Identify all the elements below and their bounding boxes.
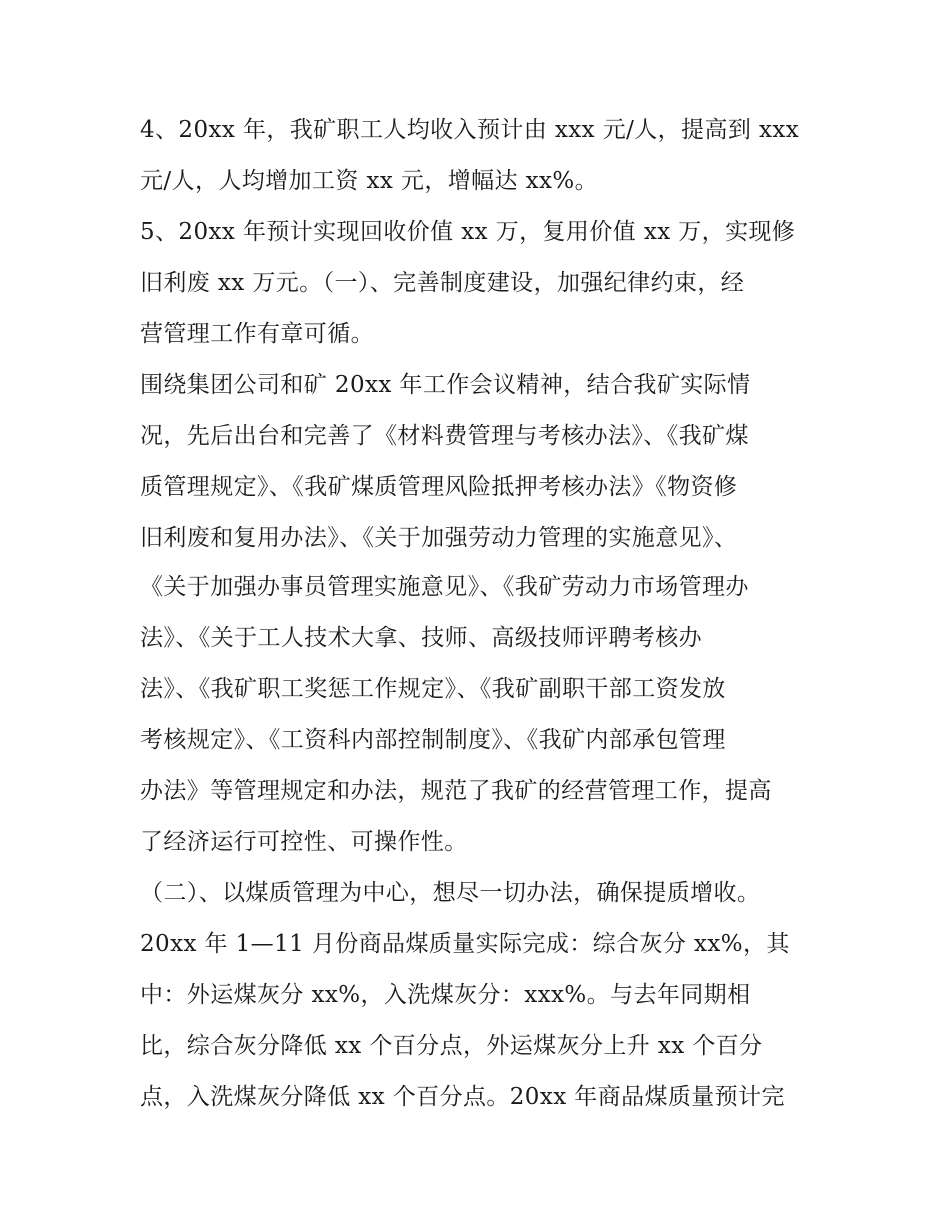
text-line-17: 20xx 年 1—11 月份商品煤质量实际完成：综合灰分 xx%，其: [140, 931, 790, 957]
text-line-3: 5、20xx 年预计实现回收价值 xx 万，复用价值 xx 万，实现修: [140, 219, 796, 245]
text-line-2: 元/人，人均增加工资 xx 元，增幅达 xx%。: [140, 168, 599, 194]
text-line-9: 旧利废和复用办法》、《关于加强劳动力管理的实施意见》、: [140, 525, 738, 551]
text-line-15: 了经济运行可控性、可操作性。: [140, 829, 468, 855]
text-line-11: 法》、《关于工人技术大拿、技师、高级技师评聘考核办: [140, 625, 702, 651]
text-line-18: 中：外运煤灰分 xx%，入洗煤灰分：xxx%。与去年同期相: [140, 982, 751, 1008]
text-line-13: 考核规定》、《工资科内部控制制度》、《我矿内部承包管理: [140, 727, 726, 753]
text-line-16: （二）、以煤质管理为中心，想尽一切办法，确保提质增收。: [140, 880, 761, 906]
text-line-7: 况，先后出台和完善了《材料费管理与考核办法》、《我矿煤: [140, 423, 749, 449]
text-line-8: 质管理规定》、《我矿煤质管理风险抵押考核办法》《物资修: [140, 474, 738, 500]
text-line-10: 《关于加强办事员管理实施意见》、《我矿劳动力市场管理办: [140, 574, 749, 600]
text-line-6: 围绕集团公司和矿 20xx 年工作会议精神，结合我矿实际情: [140, 372, 751, 398]
text-line-14: 办法》等管理规定和办法，规范了我矿的经营管理工作，提高: [140, 778, 772, 804]
text-line-19: 比，综合灰分降低 xx 个百分点，外运煤灰分上升 xx 个百分: [140, 1033, 763, 1059]
text-line-1: 4、20xx 年，我矿职工人均收入预计由 xxx 元/人，提高到 xxx: [140, 117, 800, 143]
text-line-20: 点，入洗煤灰分降低 xx 个百分点。20xx 年商品煤质量预计完: [140, 1084, 785, 1110]
text-line-4: 旧利废 xx 万元。（一）、完善制度建设，加强纪律约束，经: [140, 270, 745, 296]
text-line-12: 法》、《我矿职工奖惩工作规定》、《我矿副职干部工资发放: [140, 676, 726, 702]
text-line-5: 营管理工作有章可循。: [140, 321, 374, 347]
